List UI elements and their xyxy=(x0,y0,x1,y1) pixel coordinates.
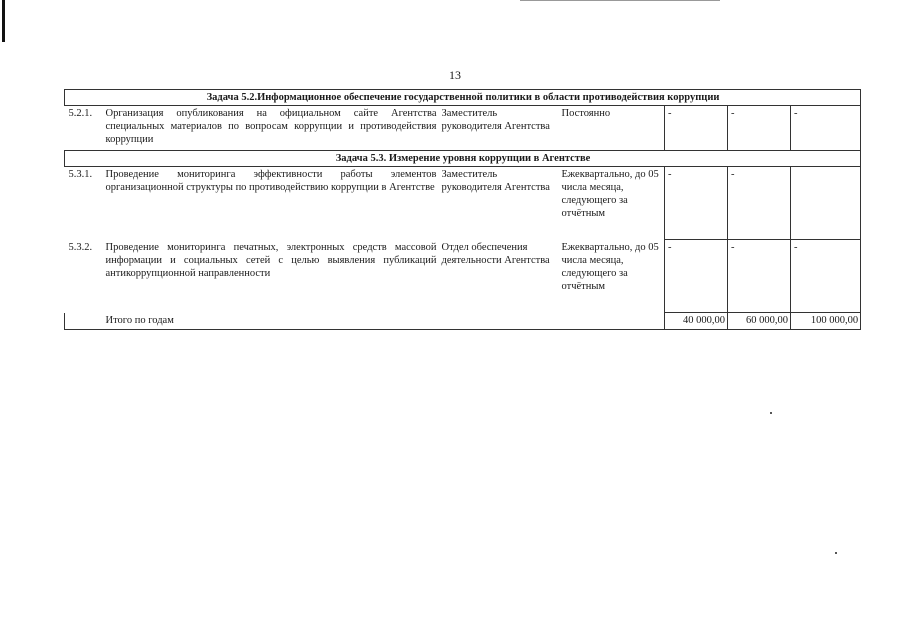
scan-speck xyxy=(770,412,772,414)
totals-spacer xyxy=(65,313,103,330)
item-value-year2: - xyxy=(728,167,791,240)
item-description: Проведение мониторинга эффективности работы элементов организационной структуры по противодействию коррупции в Агентстве xyxy=(105,169,437,193)
item-value-year1: - xyxy=(665,240,728,313)
item-number: 5.2.1. xyxy=(68,108,93,119)
item-responsible: Заместитель руководителя Агентства xyxy=(441,108,550,132)
totals-row xyxy=(65,313,861,330)
page-number: 13 xyxy=(449,68,461,82)
item-responsible: Заместитель руководителя Агентства xyxy=(441,169,550,193)
total-year2: 60 000,00 xyxy=(728,313,791,330)
total-year3: 100 000,00 xyxy=(791,313,861,330)
item-term: Ежеквартально, до 05 числа месяца, следующего за отчётным xyxy=(559,240,665,313)
item-term: Ежеквартально, до 05 числа месяца, следующего за отчётным xyxy=(559,167,665,240)
item-value-year3 xyxy=(791,167,861,240)
item-value-year1: - xyxy=(665,106,728,151)
scan-top-line xyxy=(520,0,720,1)
table-row xyxy=(65,167,861,240)
item-description: Организация опубликования на официальном сайте Агентства специальных материалов по вопросам коррупции и противодействия коррупции xyxy=(105,108,437,145)
item-value-year3: - xyxy=(791,106,861,151)
table-row xyxy=(65,106,861,151)
item-value-year1: - xyxy=(665,167,728,240)
table-row xyxy=(65,240,861,313)
item-term: Постоянно xyxy=(559,106,665,151)
item-value-year2: - xyxy=(728,106,791,151)
task-heading: Задача 5.3. Измерение уровня коррупции в Агентстве xyxy=(65,151,861,167)
item-responsible: Отдел обеспечения деятельности Агентства xyxy=(441,241,550,266)
task-heading: Задача 5.2.Информационное обеспечение государственной политики в области противодействия коррупции xyxy=(65,90,861,106)
item-number: 5.3.2. xyxy=(68,241,93,253)
action-plan-table xyxy=(64,89,861,330)
scan-speck xyxy=(835,552,837,554)
item-value-year3: - xyxy=(791,240,861,313)
total-year1: 40 000,00 xyxy=(665,313,728,330)
scan-edge-mark xyxy=(2,0,5,42)
item-number: 5.3.1. xyxy=(68,169,93,180)
task-heading-row xyxy=(65,90,861,106)
item-value-year2: - xyxy=(728,240,791,313)
totals-label: Итого по годам xyxy=(103,313,665,330)
item-description: Проведение мониторинга печатных, электронных средств массовой информации и социальных сетей с целью выявления публикаций антикоррупционной направленности xyxy=(105,241,437,279)
task-heading-row xyxy=(65,151,861,167)
